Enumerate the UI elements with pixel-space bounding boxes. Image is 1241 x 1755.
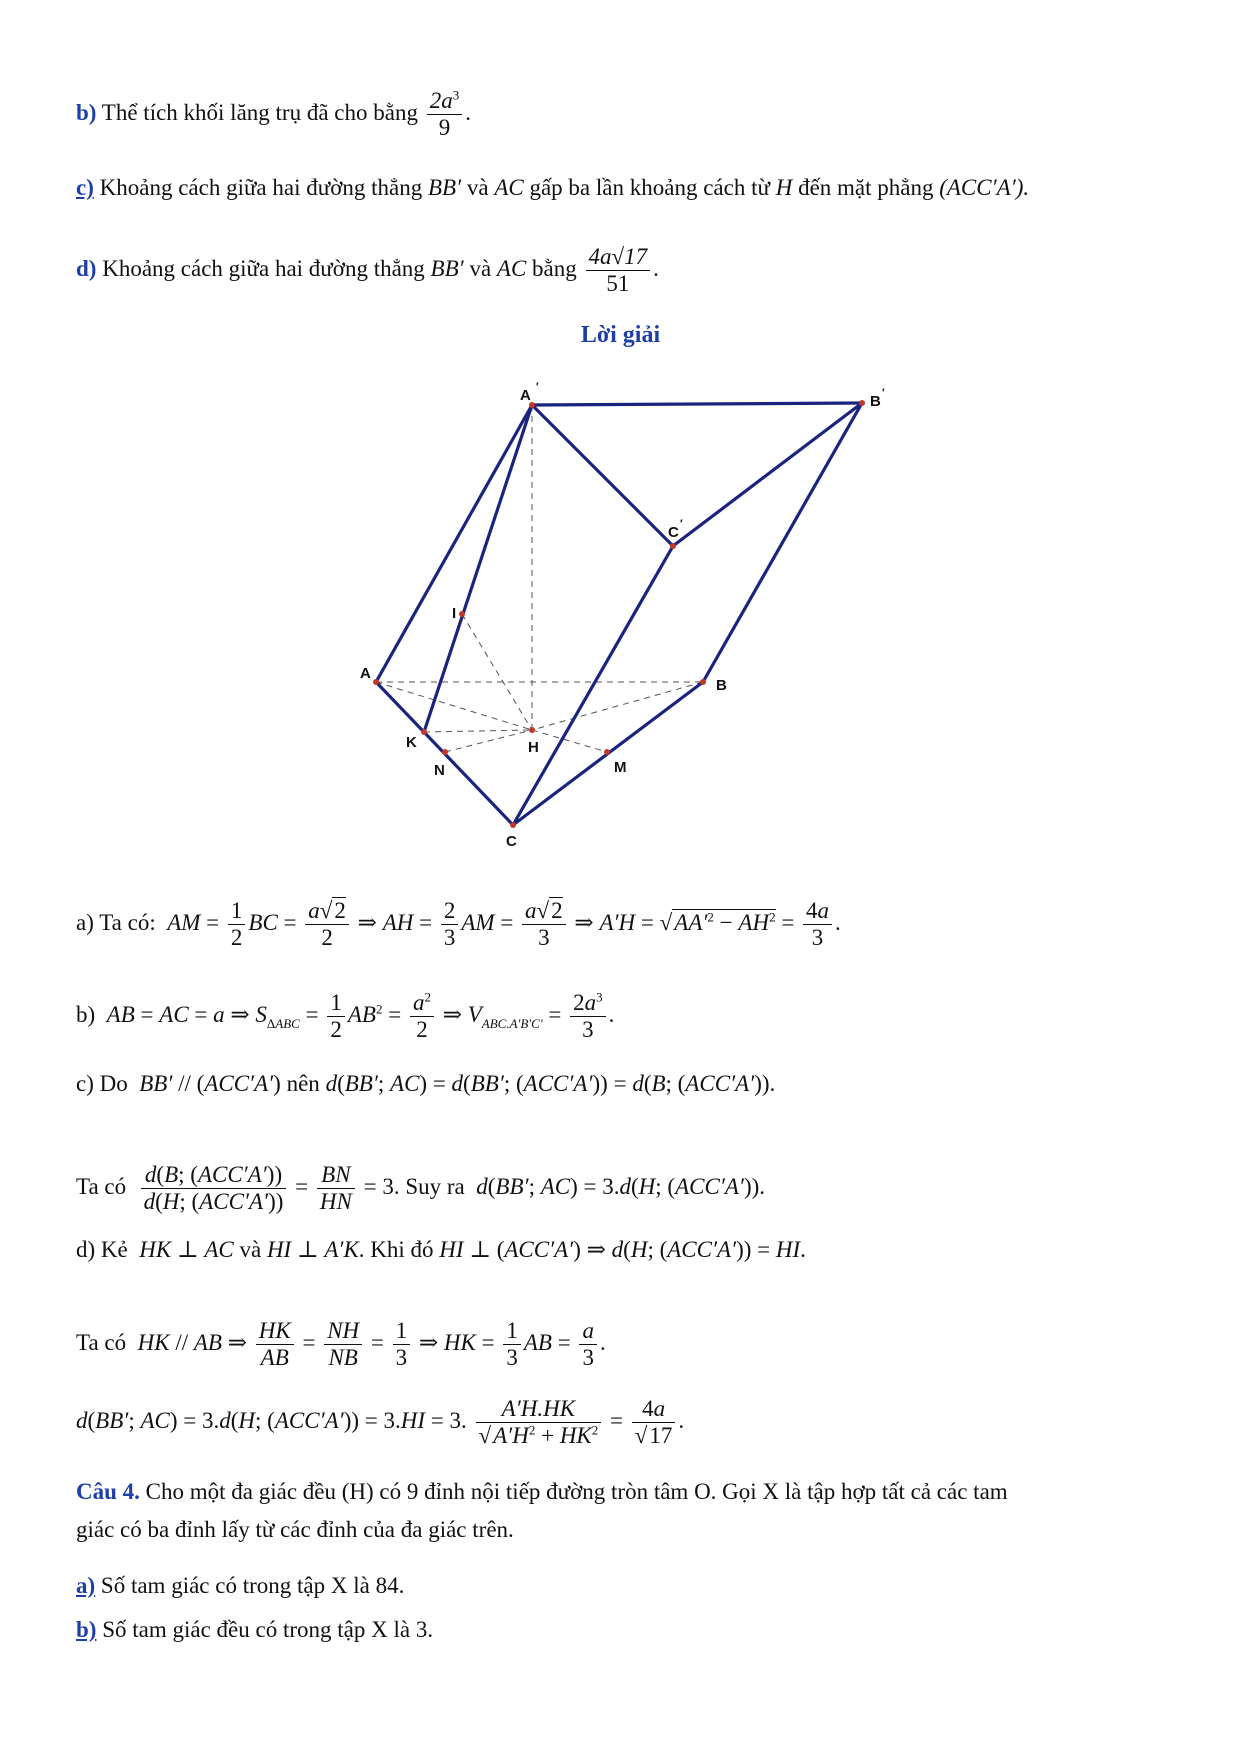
label-M: M xyxy=(614,759,627,776)
statement-b-label: b) xyxy=(76,100,97,126)
solution-heading: Lời giải xyxy=(580,322,661,348)
label-C: C xyxy=(506,833,517,850)
label-C1: C xyxy=(668,524,679,541)
question4-b: b) Số tam giác đều có trong tập X là 3. xyxy=(76,1617,434,1642)
statement-d-fraction: $\frac{4a√17}{51}$ xyxy=(586,244,651,298)
solution-d-line3: d(BB′; AC) = 3.d(H; (ACC′A′)) = 3.HI = 3. $\frac{A'H.HK}{√A'H^2 + HK^2}$ = $\frac{4a}{√17}$ . xyxy=(76,1396,685,1449)
svg-text:′: ′ xyxy=(882,387,885,399)
question4-line2: giác có ba đỉnh lấy từ các đỉnh của đa giác trên. xyxy=(76,1517,514,1542)
label-I: I xyxy=(452,605,457,622)
svg-text:′: ′ xyxy=(536,381,539,393)
svg-text:′: ′ xyxy=(680,518,683,530)
solution-c-line1: c) Do BB′ // (ACC′A′) nên d(BB′; AC) = d(BB′; (ACC′A′)) = d(B; (ACC′A′)). xyxy=(76,1071,776,1096)
solution-b: b) AB = AC = a ⇒ $S_{\Delta ABC}$ = $\frac{1}{2}$ $AB^2$ = $\frac{a^2}{2}$ ⇒ $V_{ABC.A'B'C'}$ = $\frac{2a^3}{3}$ . xyxy=(76,989,615,1043)
question4-title: Câu 4. xyxy=(76,1479,140,1504)
solution-d-line1: d) Kẻ HK ⊥ AC và HI ⊥ A′K. Khi đó HI ⊥ (ACC′A′) ⇒ d(H; (ACC′A′)) = HI. xyxy=(76,1237,806,1262)
statement-b-text: Thể tích khối lăng trụ đã cho bằng xyxy=(101,100,418,126)
prism-figure xyxy=(330,370,890,860)
label-A: A xyxy=(360,665,371,682)
solution-c-line2: Ta có $\frac{\text{d(B; (ACC′A′))}}{\text{d(H; (ACC′A′))}}$ = $\frac{BN}{HN}$ = 3. Suy ra d(BB′; AC) = 3.d(H; (ACC′A′)). xyxy=(76,1162,766,1215)
solution-d-line2: Ta có HK // AB ⇒ $\frac{HK}{AB}$ = $\frac{NH}{NB}$ = $\frac{1}{3}$ ⇒ HK = $\frac{1}{3}$ AB = $\frac{a}{3}$ . xyxy=(76,1318,606,1371)
label-K: K xyxy=(406,734,417,751)
label-B: B xyxy=(716,677,727,694)
question4-a: a) Số tam giác có trong tập X là 84. xyxy=(76,1573,405,1598)
label-B1: B xyxy=(870,393,881,410)
solution-a: a) Ta có: AM = $\frac{1}{2}$ BC = $\frac{a√2}{2}$ ⇒ AH = $\frac{2}{3}$ AM = $\frac{a√2}{3}$ ⇒ $A'H = √AA'^2 - AH^2$ = $\frac{4a}{3}$ . xyxy=(76,898,841,951)
label-N: N xyxy=(434,762,445,779)
statement-b: b) Thể tích khối lăng trụ đã cho bằng $\frac{2a^3}{9}$ . xyxy=(76,87,471,141)
label-A1: A xyxy=(520,387,531,404)
statement-d: d) Khoảng cách giữa hai đường thẳng BB′ và AC bằng $\frac{4a√17}{51}$ . xyxy=(76,244,659,297)
statement-c-label: c) xyxy=(76,175,94,200)
statement-c: c) Khoảng cách giữa hai đường thẳng BB′ và AC gấp ba lần khoảng cách từ H đến mặt phẳng (ACC′A′). xyxy=(76,175,1030,200)
statement-b-fraction: $\frac{2a^3}{9}$ xyxy=(427,88,463,142)
statement-d-label: d) xyxy=(76,256,97,282)
label-H: H xyxy=(528,739,539,756)
question4-line1: Câu 4. Cho một đa giác đều (H) có 9 đỉnh nội tiếp đường tròn tâm O. Gọi X là tập hợp tất cả các tam xyxy=(76,1479,1008,1504)
